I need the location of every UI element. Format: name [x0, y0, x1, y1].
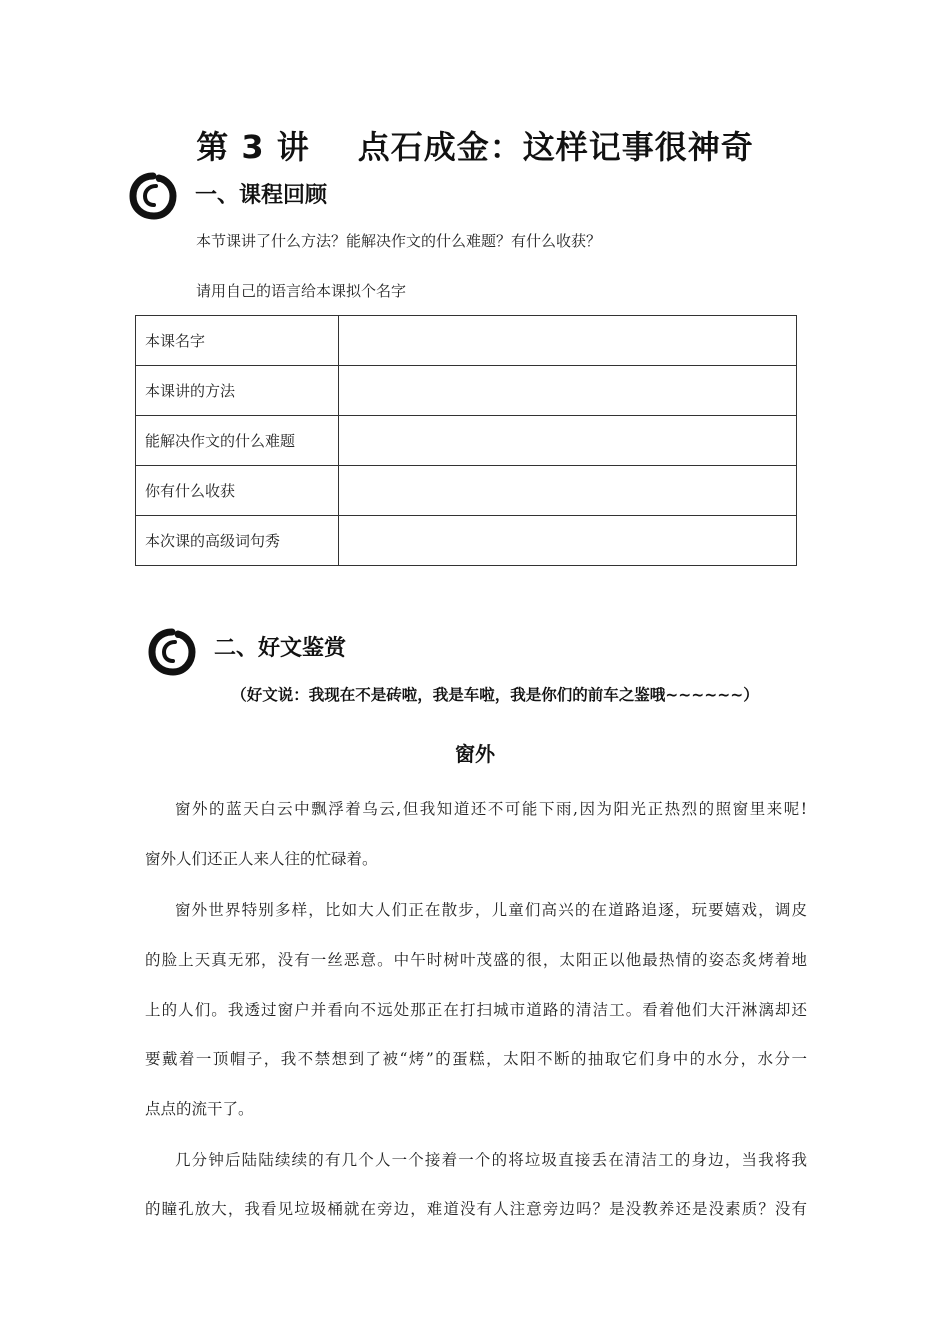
row-label: 本课讲的方法	[136, 366, 339, 416]
row-label: 能解决作文的什么难题	[136, 416, 339, 466]
section-heading-appreciation: 二、好文鉴赏	[214, 636, 347, 661]
essay-line: 上的人们。我透过窗户并看向不远处那正在打扫城市道路的清洁工。看着他们大汗淋漓却还	[145, 1001, 807, 1019]
row-answer-cell[interactable]	[339, 466, 797, 516]
section-heading-review: 一、课程回顾	[195, 183, 328, 208]
table-row	[136, 316, 797, 366]
review-question: 本节课讲了什么方法？能解决作文的什么难题？有什么收获？	[196, 232, 602, 250]
naming-instruction: 请用自己的语言给本课拟个名字	[196, 282, 407, 300]
row-label: 本次课的高级词句秀	[136, 516, 339, 566]
essay-note: （好文说：我现在不是砖啦，我是车啦，我是你们的前车之鉴哦~~~~~~）	[231, 686, 759, 704]
row-answer-cell[interactable]	[339, 316, 797, 366]
review-table	[135, 315, 797, 566]
essay-line: 要戴着一顶帽子，我不禁想到了被“烤”的蛋糕，太阳不断的抽取它们身中的水分，水分一	[145, 1050, 807, 1068]
row-answer-cell[interactable]	[339, 366, 797, 416]
essay-line: 的脸上天真无邪，没有一丝恶意。中午时树叶茂盛的很，太阳正以他最热情的姿态炙烤着地	[145, 951, 807, 969]
essay-line: 窗外的蓝天白云中飘浮着乌云,但我知道还不可能下雨,因为阳光正热烈的照窗里来呢!	[175, 800, 807, 818]
essay-line: 窗外人们还正人来人往的忙碌着。	[145, 850, 378, 868]
enso-brush-icon	[148, 628, 196, 676]
essay-line: 窗外世界特别多样，比如大人们正在散步，儿童们高兴的在道路追逐，玩要嬉戏，调皮	[175, 901, 807, 919]
essay-line: 几分钟后陆陆续续的有几个人一个接着一个的将垃圾直接丢在清洁工的身边，当我将我	[175, 1151, 807, 1169]
essay-line: 点点的流干了。	[145, 1100, 254, 1118]
row-answer-cell[interactable]	[339, 416, 797, 466]
table-row	[136, 516, 797, 566]
lecture-number: 第 3 讲	[196, 128, 310, 166]
row-label: 本课名字	[136, 316, 339, 366]
table-row	[136, 466, 797, 516]
essay-title: 窗外	[455, 742, 495, 766]
row-answer-cell[interactable]	[339, 516, 797, 566]
essay-line: 的瞳孔放大，我看见垃圾桶就在旁边，难道没有人注意旁边吗？是没教养还是没素质？没有	[145, 1200, 807, 1218]
enso-brush-icon	[129, 172, 177, 220]
lecture-topic: 点石成金：这样记事很神奇	[357, 128, 754, 166]
row-label: 你有什么收获	[136, 466, 339, 516]
table-row	[136, 366, 797, 416]
page-title	[0, 122, 950, 168]
table-row	[136, 416, 797, 466]
